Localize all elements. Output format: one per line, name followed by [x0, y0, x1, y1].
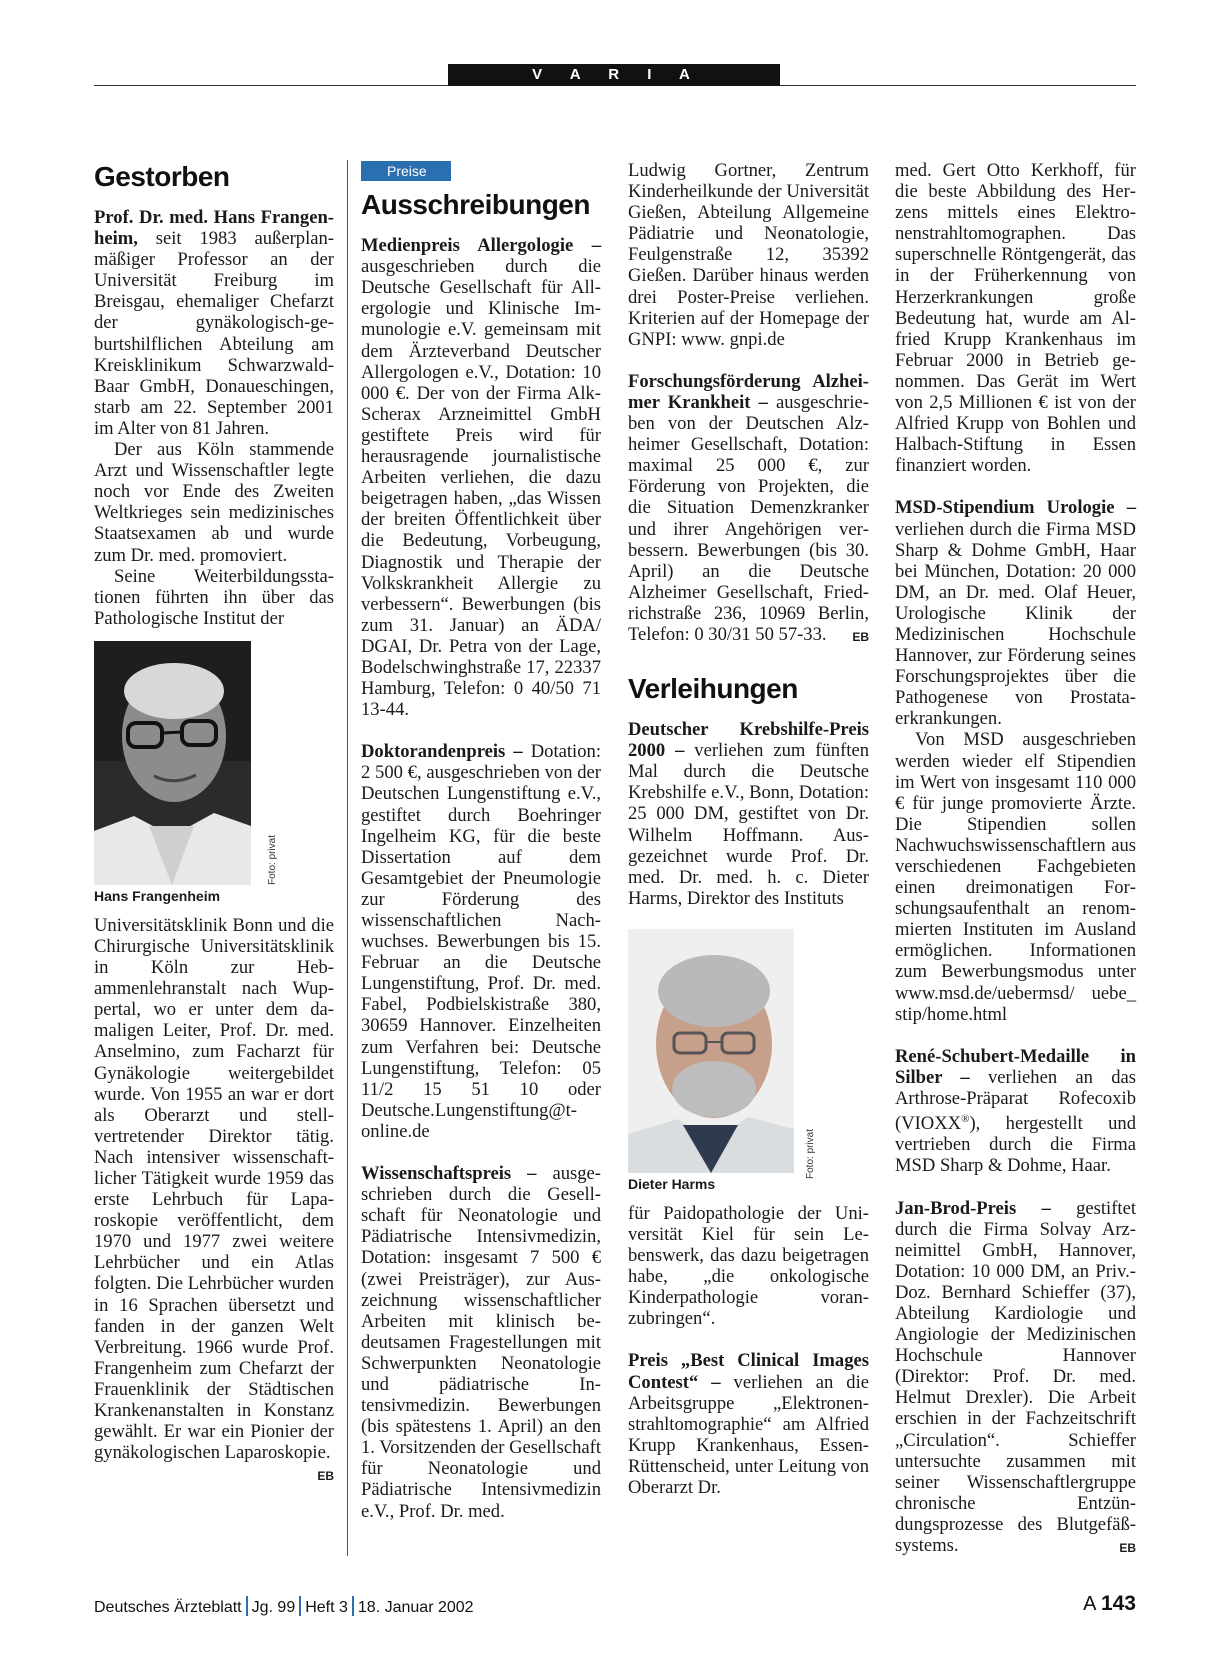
- portrait-photo: [94, 641, 251, 885]
- portrait-photo: [628, 929, 794, 1173]
- award-entry: MSD-Stipendium Urologie – verliehen durch die Firma MSD Sharp & Dohme GmbH, Haar bei München, Dotation: 20 000 DM, an Dr. med. Olaf Heuer, Urologische Klinik der Medizinischen Hochschule Hannover, zur Förderung seines Forschungsprojektes über die Pathogenese von Prostataerkrankungen.: [895, 497, 1136, 730]
- award-entry: Jan-Brod-Preis – gestiftet durch die Firma Solvay Arzneimittel GmbH, Hannover, Dotation: 10 000 DM, an Priv.-Doz. Bernhard Schieffer (37), Abteilung Kardiologie und Angiologie der Medizinischen Hochschule Hannover (Direktor: Prof. Dr. med. Helmut Drexler). Die Arbeit erschien in der Fachzeitschrift „Circulation“. Schieffer untersuchte zusammen mit seiner Wissenschaftlergruppe chronische Entzündungsprozesse des Blutgefäßsystems. EB: [895, 1198, 1136, 1557]
- heading-verleihungen: Verleihungen: [628, 673, 798, 705]
- footer-divider: [246, 1596, 248, 1616]
- journal-name: Deutsches Ärzteblatt: [94, 1599, 242, 1616]
- photo-caption: Hans Frangenheim: [94, 887, 221, 904]
- photo-credit: Foto: privat: [267, 834, 278, 885]
- award-entry: Preis „Best Clinical Images Contest“ – verliehen an die Arbeitsgruppe „Elektronenstrahltomographie“ am Alfried Krupp Krankenhaus, Essen-Rüttenscheid, unter Leitung von Oberarzt Dr.: [628, 1350, 869, 1499]
- obituary-paragraph: Der aus Köln stammende Arzt und Wissenschaftler legte noch vor Ende des Zweiten Weltkrieges sein medizinisches Staatsexamen ab und wurde zum Dr. med. promoviert.: [94, 439, 334, 566]
- journal-volume: Jg. 99: [251, 1599, 296, 1616]
- heading-ausschreibungen: Ausschreibungen: [361, 189, 590, 221]
- footer-divider: [299, 1596, 301, 1616]
- page-footer: [94, 1592, 1136, 1617]
- obituary-intro: Prof. Dr. med. Hans Frangenheim, seit 1983 außerplanmäßiger Professor an der Universität Freiburg im Breisgau, ehemaliger Chefarzt der gynäkologisch-geburtshilflichen Abteilung am Kreisklinikum Schwarzwald-Baar GmbH, Donaueschingen, starb am 22. September 2001 im Alter von 81 Jahren.: [94, 207, 334, 439]
- column-1: [94, 160, 334, 1487]
- photo-credit: Foto: privat: [805, 1128, 816, 1179]
- column-separator: [347, 160, 348, 1556]
- column-2: [361, 160, 601, 1522]
- award-entry: Deutscher Krebshilfe-Preis 2000 – verliehen zum fünften Mal durch die Deutsche Krebshilfe e.V., Bonn, Dotation: 25 000 DM, gestiftet von Dr. Wilhelm Hoffmann. Ausgezeichnet wurde Prof. Dr. med. Dr. med. h. c. Dieter Harms, Direktor des Instituts: [628, 719, 869, 909]
- prize-entry: Doktorandenpreis – Dotation: 2 500 €, ausgeschrieben von der Deutschen Lungenstiftung e.V., gestiftet durch Boehringer Ingelheim KG, für die beste Dissertation auf dem Gesamtgebiet der Pneumologie zur Förderung des wissenschaftlichen Nachwuchses. Bewerbungen bis 15. Februar an die Deutsche Lungenstiftung, Prof. Dr. med. Fabel, Podbielskistraße 380, 30659 Hannover. Einzelheiten zum Verfahren bei: Deutsche Lungenstiftung, Telefon: 05 11/2 15 51 10 oder Deutsche.Lungenstiftung@t-online.de: [361, 741, 601, 1142]
- award-entry: René-Schubert-Medaille in Silber – verliehen an das Arthrose-Präparat Rofecoxib (VIOXX®), hergestellt und vertrieben durch die Firma MSD Sharp & Dohme, Haar.: [895, 1045, 1136, 1177]
- column-4: [895, 160, 1136, 1559]
- award-entry-continued: med. Gert Otto Kerkhoff, für die beste Abbildung des Herzens mittels eines Elektronenstrahltomographen. Das superschnelle Röntgengerät, das in der Früherkennung von Herzerkrankungen große Bedeutung hat, wurde am Alfried Krupp Krankenhaus im Februar 2000 in Betrieb genommen. Das Gerät im Wert von 2,5 Millionen € ist von der Alfried Krupp von Bohlen und Halbach-Stiftung in Essen finanziert worden.: [895, 160, 1136, 477]
- section-label: V A R I A: [448, 64, 780, 86]
- obituary-paragraph: Seine Weiterbildungsstationen führten ihn über das Pathologische Institut der: [94, 565, 334, 629]
- journal-date: 18. Januar 2002: [357, 1599, 474, 1616]
- journal-issue: Heft 3: [305, 1599, 348, 1616]
- obituary-paragraph: Universitätsklinik Bonn und die Chirurgische Universitätsklinik in Köln zur Hebammenlehranstalt nach Wuppertal, wo er unter dem damaligen Leiter, Prof. Dr. med. Anselmino, zum Facharzt für Gynäkologie weitergebildet wurde. Von 1955 an war er dort als Oberarzt und stellvertretender Direktor tätig. Nach intensiver wissenschaftlicher Tätigkeit wurde 1959 das erste Lehrbuch für Laparoskopie veröffentlicht, dem 1970 und 1977 zwei weitere Lehrbücher und ein Atlas folgten. Die Lehrbücher wurden in 16 Sprachen übersetzt und fanden in der ganzen Welt Verbreitung. 1966 wurde Prof. Frangenheim zum Chefarzt der Frauenklinik der Städtischen Krankenanstalten in Konstanz gewählt. Er war ein Pionier der gynäkologischen Laparoskopie. EB: [94, 915, 334, 1463]
- prize-entry: Wissenschaftspreis – ausgeschrieben durch die Gesellschaft für Neonatologie und Pädiatrische Intensivmedizin, Dotation: insgesamt 7 500 € (zwei Preisträger), zur Auszeichnung wissenschaftlicher Arbeiten mit klinisch bedeutsamen Fragestellungen mit Schwerpunkten Neonatologie und pädiatrische Intensivmedizin. Bewerbungen (bis spätestens 1. April) an den 1. Vorsitzenden der Gesellschaft für Neonatologie und Pädiatrische Intensivmedizin e.V., Prof. Dr. med.: [361, 1163, 601, 1522]
- portrait-harms: [628, 929, 869, 1193]
- prize-entry-continued: Ludwig Gortner, Zentrum Kinderheilkunde der Universität Gießen, Abteilung Allgemeine Pädiatrie und Neonatologie, Feulgenstraße 12, 35392 Gießen. Darüber hinaus werden drei Poster-Preise verliehen. Kriterien auf der Homepage der GNPI: www. gnpi.de: [628, 160, 869, 350]
- heading-gestorben: Gestorben: [94, 161, 230, 192]
- photo-caption: Dieter Harms: [628, 1175, 716, 1192]
- prize-entry: Forschungsförderung Alzheimer Krankheit – ausgeschrieben von der Deutschen Alzheimer Gesellschaft, Dotation: maximal 25 000 €, zur Förderung von Projekten, die die Situation Demenzkranker und ihrer Angehörigen verbessern. Bewerbungen (bis 30. April) an die Deutsche Alzheimer Gesellschaft, Friedrichstraße 236, 10969 Berlin, Telefon: 0 30/31 50 57-33. EB: [628, 371, 869, 645]
- column-3: [628, 160, 869, 1498]
- footer-divider: [352, 1596, 354, 1616]
- obituary-name: Prof. Dr. med. Hans Frangenheim,: [94, 207, 334, 250]
- category-tag: Preise: [361, 161, 451, 181]
- author-signature: EB: [1119, 1541, 1136, 1555]
- portrait-frangenheim: [94, 641, 334, 905]
- page-number: A 143: [1083, 1592, 1136, 1615]
- author-signature: EB: [852, 629, 869, 644]
- award-entry-continued: für Paidopathologie der Universität Kiel für sein Lebenswerk, das dazu beigetragen habe, „die onkologische Kinderpathologie voranzubringen“.: [628, 1202, 869, 1330]
- author-signature: EB: [317, 1469, 334, 1484]
- award-paragraph: Von MSD ausgeschrieben werden wieder elf Stipendien im Wert von insgesamt 110 000 € für junge promovierte Ärzte. Die Stipendien sollen Nachwuchswissenschaftlern aus verschiedenen Fachgebieten einen dreimonatigen Forschungsaufenthalt an renommierten Instituten im Ausland ermöglichen. Informationen zum Bewerbungsmodus unter www.msd.de/uebermsd/ uebe_ stip/home.html: [895, 729, 1136, 1025]
- prize-entry: Medienpreis Allergologie – ausgeschrieben durch die Deutsche Gesellschaft für Allergologie und Klinische Immunologie e.V. gemeinsam mit dem Ärzteverband Deutscher Allergologen e.V., Dotation: 10 000 €. Der von der Firma Alk-Scherax Arzneimittel GmbH gestiftete Preis wird für herausragende journalistische Arbeiten verliehen, die dazu beigetragen haben, „das Wissen der breiten Öffentlichkeit über die Bedeutung, Vorbeugung, Diagnostik und Therapie der Volkskrankheit Allergie zu verbessern“. Bewerbungen (bis zum 31. Januar) an ÄDA/ DGAI, Dr. Petra von der Lage, Bodelschwinghstraße 17, 22337 Hamburg, Telefon: 0 40/50 71 13-44.: [361, 235, 601, 721]
